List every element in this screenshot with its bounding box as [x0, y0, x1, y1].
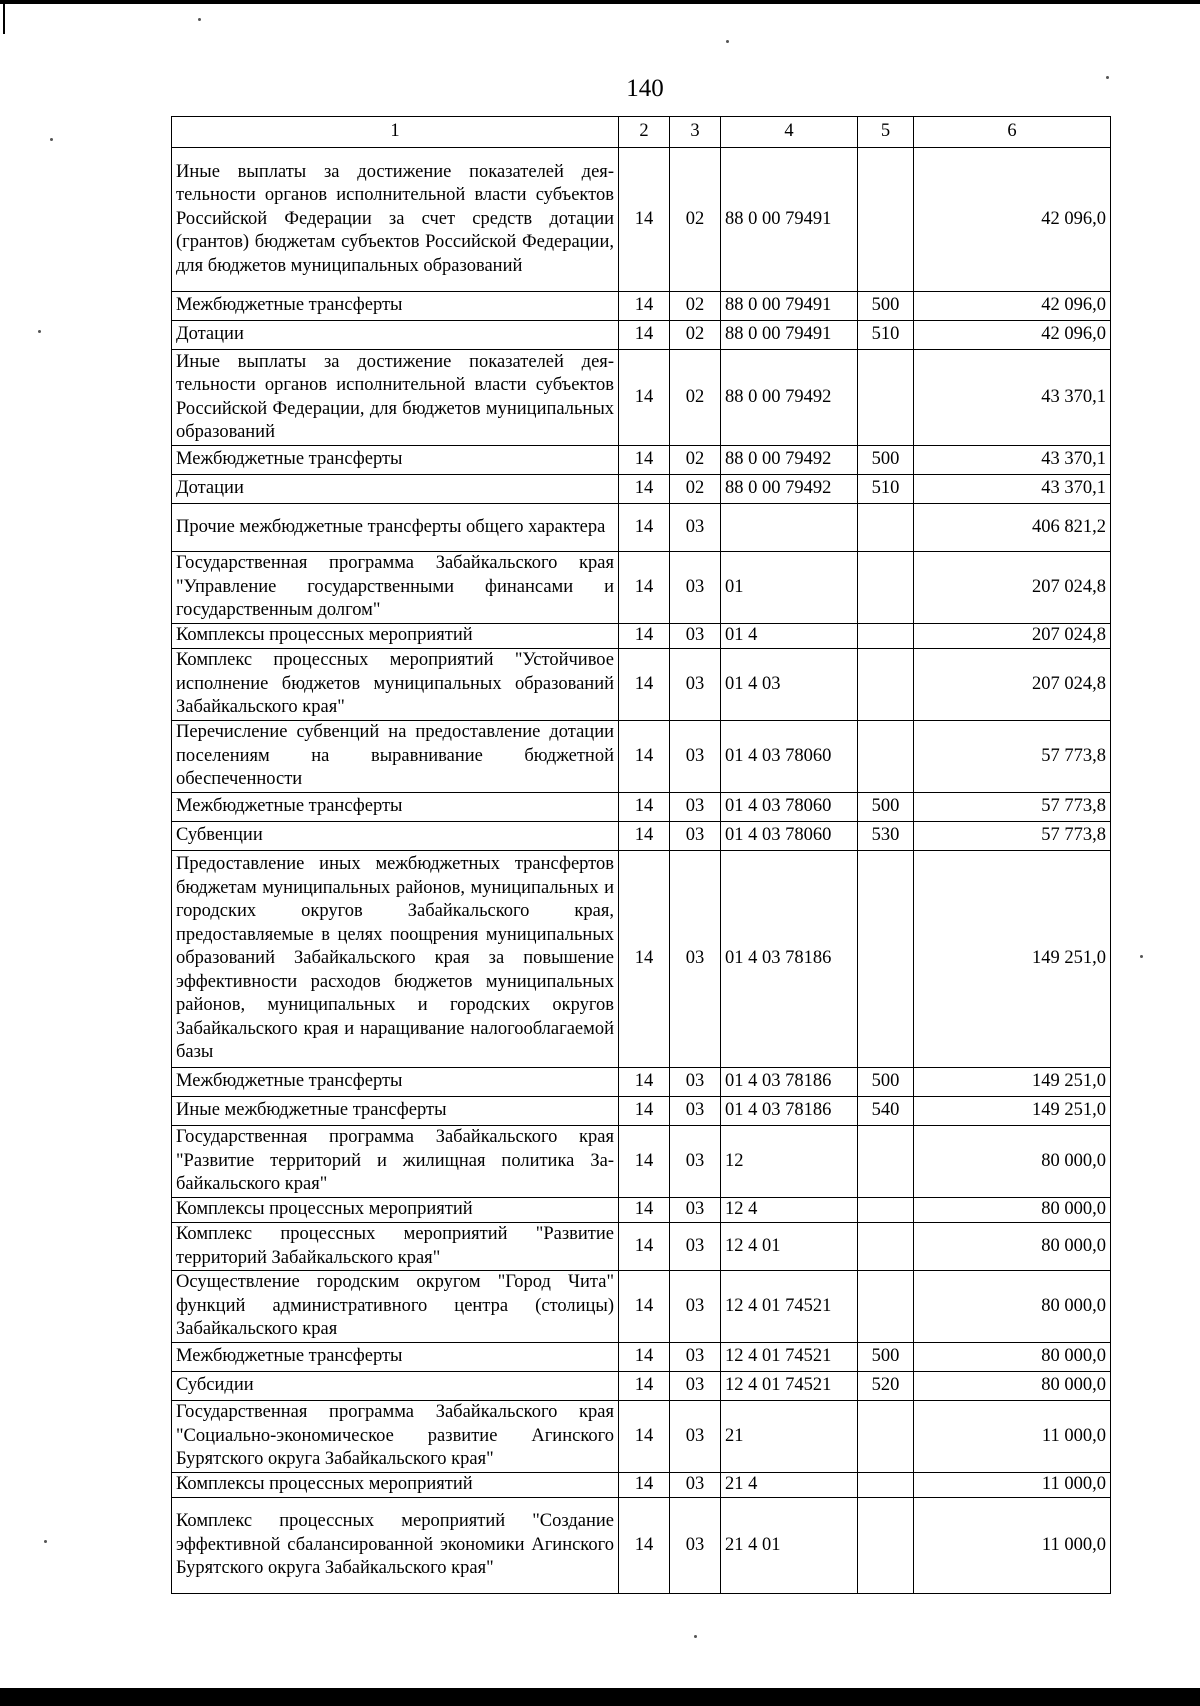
scan-speck	[694, 1635, 697, 1638]
table-cell-subsection: 02	[670, 148, 721, 292]
table-cell-article	[721, 504, 858, 552]
table-cell-expense-type	[858, 1198, 914, 1223]
scan-speck	[726, 40, 729, 43]
table-cell-subsection: 03	[670, 552, 721, 624]
table-cell-expense-type	[858, 148, 914, 292]
scan-speck	[1106, 76, 1109, 79]
table-cell-sum: 80 000,0	[914, 1126, 1111, 1198]
table-cell-name: Комплекс процессных мероприятий "Создание эффективной сбалансированной экономики Агинского Бурятского округа Забайкальского края"	[172, 1498, 619, 1594]
table-cell-section: 14	[619, 793, 670, 822]
table-cell-sum: 43 370,1	[914, 446, 1111, 475]
table-cell-expense-type	[858, 649, 914, 721]
table-cell-article: 12 4 01 74521	[721, 1372, 858, 1401]
table-cell-expense-type: 520	[858, 1372, 914, 1401]
table-cell-sum: 149 251,0	[914, 1068, 1111, 1097]
table-cell-sum: 80 000,0	[914, 1372, 1111, 1401]
table-cell-name: Перечисление субвенций на предоставление дотации поселениям на выравнивание бюджетной обеспеченности	[172, 721, 619, 793]
table-row	[172, 721, 1111, 793]
table-cell-section: 14	[619, 1223, 670, 1271]
table-cell-subsection: 03	[670, 1473, 721, 1498]
table-cell-section: 14	[619, 1401, 670, 1473]
table-cell-expense-type	[858, 1126, 914, 1198]
table-cell-sum: 80 000,0	[914, 1271, 1111, 1343]
table-cell-expense-type	[858, 1271, 914, 1343]
table-cell-section: 14	[619, 504, 670, 552]
table-cell-expense-type	[858, 721, 914, 793]
table-cell-section: 14	[619, 292, 670, 321]
table-cell-name: Комплексы процессных мероприятий	[172, 1473, 619, 1498]
table-cell-article: 88 0 00 79492	[721, 446, 858, 475]
table-cell-article: 88 0 00 79491	[721, 321, 858, 350]
table-cell-article: 01 4 03 78060	[721, 721, 858, 793]
table-cell-expense-type	[858, 552, 914, 624]
table-cell-expense-type	[858, 504, 914, 552]
table-cell-section: 14	[619, 148, 670, 292]
table-cell-section: 14	[619, 851, 670, 1068]
column-header: 5	[858, 117, 914, 148]
table-cell-sum: 11 000,0	[914, 1473, 1111, 1498]
table-cell-sum: 149 251,0	[914, 851, 1111, 1068]
table-cell-subsection: 03	[670, 1343, 721, 1372]
column-header: 1	[172, 117, 619, 148]
table-row	[172, 446, 1111, 475]
table-cell-sum: 42 096,0	[914, 292, 1111, 321]
table-cell-subsection: 03	[670, 1223, 721, 1271]
table-cell-expense-type	[858, 350, 914, 446]
scan-speck	[1140, 955, 1143, 958]
table-cell-subsection: 03	[670, 793, 721, 822]
table-cell-expense-type	[858, 624, 914, 649]
table-cell-sum: 11 000,0	[914, 1498, 1111, 1594]
table-cell-expense-type: 540	[858, 1097, 914, 1126]
table-row	[172, 1473, 1111, 1498]
table-cell-sum: 207 024,8	[914, 552, 1111, 624]
table-cell-expense-type	[858, 1401, 914, 1473]
table-cell-article: 01	[721, 552, 858, 624]
table-cell-subsection: 03	[670, 649, 721, 721]
table-cell-article: 12	[721, 1126, 858, 1198]
table-cell-article: 01 4 03 78186	[721, 851, 858, 1068]
table-cell-section: 14	[619, 552, 670, 624]
table-cell-expense-type: 500	[858, 1068, 914, 1097]
table-cell-name: Прочие межбюджетные трансферты общего характера	[172, 504, 619, 552]
table-cell-name: Иные межбюджетные трансферты	[172, 1097, 619, 1126]
table-row	[172, 822, 1111, 851]
table-cell-expense-type: 500	[858, 1343, 914, 1372]
table-cell-expense-type: 510	[858, 321, 914, 350]
table-cell-name: Осуществление городским округом "Город Чита" функций административного центра (столицы) Забайкальского края	[172, 1271, 619, 1343]
table-cell-expense-type	[858, 851, 914, 1068]
column-header: 4	[721, 117, 858, 148]
table-cell-subsection: 03	[670, 1498, 721, 1594]
table-row	[172, 1097, 1111, 1126]
table-cell-section: 14	[619, 475, 670, 504]
table-cell-subsection: 03	[670, 504, 721, 552]
table-cell-expense-type	[858, 1473, 914, 1498]
table-cell-section: 14	[619, 1473, 670, 1498]
table-cell-article: 12 4 01 74521	[721, 1343, 858, 1372]
table-cell-sum: 42 096,0	[914, 148, 1111, 292]
table-cell-section: 14	[619, 1097, 670, 1126]
table-cell-name: Государственная программа Забайкальского края "Развитие территорий и жилищная политика Забайкальского края"	[172, 1126, 619, 1198]
column-header: 6	[914, 117, 1111, 148]
table-row	[172, 1198, 1111, 1223]
column-header: 2	[619, 117, 670, 148]
table-cell-name: Межбюджетные трансферты	[172, 446, 619, 475]
table-cell-section: 14	[619, 822, 670, 851]
table-cell-expense-type: 530	[858, 822, 914, 851]
table-cell-subsection: 03	[670, 624, 721, 649]
table-cell-name: Межбюджетные трансферты	[172, 1068, 619, 1097]
table-row	[172, 292, 1111, 321]
budget-table	[171, 116, 1111, 1594]
table-cell-section: 14	[619, 1498, 670, 1594]
table-cell-expense-type: 500	[858, 793, 914, 822]
table-cell-subsection: 03	[670, 1372, 721, 1401]
page-number: 140	[626, 75, 664, 102]
table-row	[172, 148, 1111, 292]
table-cell-subsection: 03	[670, 1097, 721, 1126]
table-cell-article: 01 4 03 78186	[721, 1068, 858, 1097]
table-cell-section: 14	[619, 1343, 670, 1372]
table-cell-sum: 43 370,1	[914, 475, 1111, 504]
table-cell-section: 14	[619, 649, 670, 721]
table-cell-article: 88 0 00 79492	[721, 350, 858, 446]
scan-speck	[198, 18, 201, 21]
table-row	[172, 1372, 1111, 1401]
table-cell-section: 14	[619, 446, 670, 475]
table-cell-subsection: 02	[670, 292, 721, 321]
table-cell-sum: 57 773,8	[914, 822, 1111, 851]
table-cell-name: Межбюджетные трансферты	[172, 1343, 619, 1372]
table-cell-expense-type	[858, 1223, 914, 1271]
table-cell-name: Субвенции	[172, 822, 619, 851]
table-cell-name: Дотации	[172, 321, 619, 350]
table-cell-section: 14	[619, 321, 670, 350]
table-row	[172, 1068, 1111, 1097]
table-cell-name: Иные выплаты за достижение показателей деятельности органов исполнительной власти субъектов Российской Федерации за счет средств дотации (грантов) бюджетам субъектов Российской Федерации, для бюджетов муниципальных образований	[172, 148, 619, 292]
table-cell-sum: 406 821,2	[914, 504, 1111, 552]
table-cell-article: 01 4 03 78186	[721, 1097, 858, 1126]
table-row	[172, 1223, 1111, 1271]
table-cell-subsection: 03	[670, 721, 721, 793]
table-cell-article: 12 4 01 74521	[721, 1271, 858, 1343]
table-cell-section: 14	[619, 1271, 670, 1343]
table-cell-article: 12 4 01	[721, 1223, 858, 1271]
table-row	[172, 321, 1111, 350]
table-cell-article: 88 0 00 79491	[721, 292, 858, 321]
table-cell-subsection: 02	[670, 321, 721, 350]
table-cell-name: Комплексы процессных мероприятий	[172, 1198, 619, 1223]
table-cell-subsection: 03	[670, 1271, 721, 1343]
table-cell-sum: 43 370,1	[914, 350, 1111, 446]
table-cell-article: 01 4 03 78060	[721, 822, 858, 851]
scan-speck	[50, 138, 53, 141]
table-cell-sum: 80 000,0	[914, 1223, 1111, 1271]
table-cell-subsection: 03	[670, 851, 721, 1068]
table-row	[172, 475, 1111, 504]
table-cell-sum: 11 000,0	[914, 1401, 1111, 1473]
table-cell-sum: 207 024,8	[914, 624, 1111, 649]
table-cell-expense-type: 500	[858, 446, 914, 475]
table-row	[172, 793, 1111, 822]
scan-speck	[38, 330, 41, 333]
table-cell-name: Межбюджетные трансферты	[172, 793, 619, 822]
table-row	[172, 624, 1111, 649]
table-cell-sum: 42 096,0	[914, 321, 1111, 350]
table-cell-expense-type	[858, 1498, 914, 1594]
table-cell-article: 12 4	[721, 1198, 858, 1223]
scan-bottom-border	[0, 1688, 1200, 1706]
table-cell-article: 88 0 00 79492	[721, 475, 858, 504]
table-cell-article: 01 4 03 78060	[721, 793, 858, 822]
table-row	[172, 1343, 1111, 1372]
table-cell-name: Комплексы процессных мероприятий	[172, 624, 619, 649]
table-row	[172, 350, 1111, 446]
table-row	[172, 1271, 1111, 1343]
table-cell-article: 01 4	[721, 624, 858, 649]
table-cell-name: Субсидии	[172, 1372, 619, 1401]
table-cell-article: 21	[721, 1401, 858, 1473]
table-cell-subsection: 02	[670, 475, 721, 504]
table-cell-name: Государственная программа Забайкальского края "Социально-экономическое развитие Агинского Бурятского округа Забайкальского края"	[172, 1401, 619, 1473]
table-cell-name: Государственная программа Забайкальского края "Управление государственными финансами и государственным долгом"	[172, 552, 619, 624]
table-header-row	[172, 117, 1111, 148]
table-cell-article: 21 4 01	[721, 1498, 858, 1594]
table-cell-name: Комплекс процессных мероприятий "Устойчивое исполнение бюджетов муниципальных образований Забайкальского края"	[172, 649, 619, 721]
table-cell-article: 01 4 03	[721, 649, 858, 721]
table-cell-section: 14	[619, 721, 670, 793]
table-row	[172, 1126, 1111, 1198]
table-cell-subsection: 03	[670, 822, 721, 851]
table-cell-section: 14	[619, 350, 670, 446]
table-cell-sum: 80 000,0	[914, 1198, 1111, 1223]
table-cell-sum: 207 024,8	[914, 649, 1111, 721]
table-cell-section: 14	[619, 1198, 670, 1223]
table-row	[172, 504, 1111, 552]
table-row	[172, 1498, 1111, 1594]
table-cell-section: 14	[619, 1372, 670, 1401]
scan-top-border	[0, 0, 1200, 4]
scan-left-mark	[3, 0, 5, 34]
table-cell-subsection: 03	[670, 1198, 721, 1223]
table-cell-sum: 57 773,8	[914, 721, 1111, 793]
table-cell-name: Предоставление иных межбюджетных трансфертов бюджетам муниципальных районов, муниципальных и городских округов Забайкальского края, предоставляемые в целях поощрения муниципальных образований Забайкальского края за повышение эффективности расходов бюджетов муниципальных районов, муниципальных и городских округов Забайкальского края и наращивание налогооблагаемой базы	[172, 851, 619, 1068]
table-cell-subsection: 03	[670, 1068, 721, 1097]
table-cell-subsection: 02	[670, 350, 721, 446]
table-cell-subsection: 02	[670, 446, 721, 475]
table-cell-expense-type: 510	[858, 475, 914, 504]
table-cell-name: Комплекс процессных мероприятий "Развитие территорий Забайкальского края"	[172, 1223, 619, 1271]
table-row	[172, 649, 1111, 721]
column-header: 3	[670, 117, 721, 148]
table-cell-article: 21 4	[721, 1473, 858, 1498]
table-cell-sum: 80 000,0	[914, 1343, 1111, 1372]
table-cell-subsection: 03	[670, 1401, 721, 1473]
table-row	[172, 1401, 1111, 1473]
table-cell-name: Иные выплаты за достижение показателей деятельности органов исполнительной власти субъектов Российской Федерации, для бюджетов муниципальных образований	[172, 350, 619, 446]
table-cell-expense-type: 500	[858, 292, 914, 321]
table-cell-section: 14	[619, 1068, 670, 1097]
table-row	[172, 851, 1111, 1068]
table-cell-name: Дотации	[172, 475, 619, 504]
table-cell-name: Межбюджетные трансферты	[172, 292, 619, 321]
table-cell-section: 14	[619, 624, 670, 649]
table-cell-section: 14	[619, 1126, 670, 1198]
table-cell-article: 88 0 00 79491	[721, 148, 858, 292]
table-cell-sum: 149 251,0	[914, 1097, 1111, 1126]
table-cell-sum: 57 773,8	[914, 793, 1111, 822]
table-cell-subsection: 03	[670, 1126, 721, 1198]
table-row	[172, 552, 1111, 624]
scan-speck	[44, 1540, 47, 1543]
